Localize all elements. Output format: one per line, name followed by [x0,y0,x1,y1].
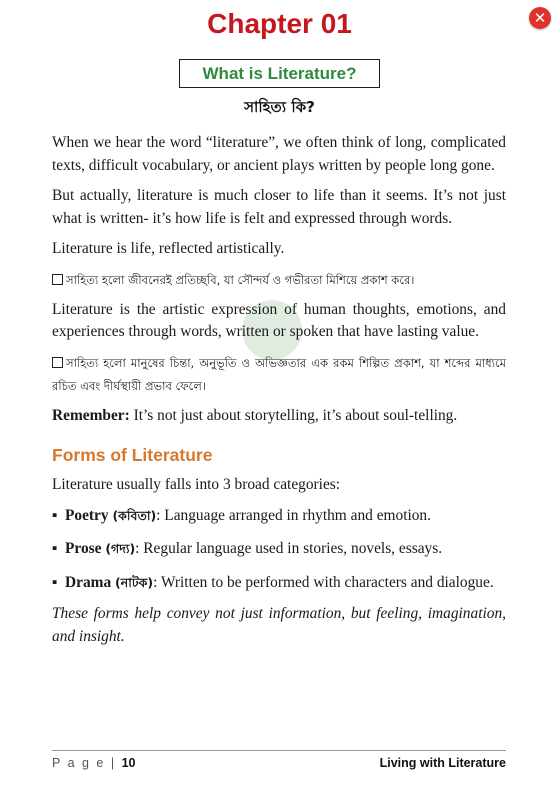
paragraph-definition: Literature is the artistic expression of human thoughts, emotions, and experiences through words, written or spoken that have lasting value. [52,300,506,340]
bengali-translation-2: সাহিত্য হলো মানুষের চিন্তা, অনুভূতি ও অভিজ্ঞতার এক রকম শিল্পিত প্রকাশ, যা শব্দের মাধ্যমে রচিত এবং দীর্ঘস্থায়ী প্রভাব ফেলে। [52,355,506,393]
list-item-drama: ▪ Drama (নাটক): Written to be performed with characters and dialogue. [52,572,506,595]
list-item-poetry: ▪ Poetry (কবিতা): Language arranged in rhythm and emotion. [52,505,506,528]
section-subtitle: What is Literature? [179,59,380,88]
page-number: P a g e | 10 [52,756,136,770]
bullet-icon: ▪ [52,540,58,557]
close-button[interactable]: ✕ [529,7,551,29]
footer-divider [52,750,506,751]
remember-text: It’s not just about storytelling, it’s about soul-telling. [129,406,458,424]
checkbox-square-icon [52,274,63,285]
main-content [52,132,506,663]
forms-list [52,505,506,595]
bullet-icon: ▪ [52,506,58,524]
checkbox-square-icon [52,357,63,368]
paragraph-closer-to-life: But actually, literature is much closer to life than it seems. It’s not just what is written- it’s how life is felt and expressed through words. [52,187,506,227]
remember-label: Remember: [52,406,130,424]
chapter-title: Chapter 01 [207,8,352,39]
book-title: Living with Literature [379,756,506,770]
forms-heading: Forms of Literature [52,445,213,465]
bullet-icon: ▪ [52,573,58,591]
bengali-title: সাহিত্য কি? [244,98,315,116]
paragraph-intro: When we hear the word “literature”, we often think of long, complicated texts, difficult vocabulary, or ancient plays written by people long gone. [52,134,506,174]
remember-note [52,405,506,428]
bengali-translation-1: সাহিত্য হলো জীবনেরই প্রতিচ্ছবি, যা সৌন্দর্য ও গভীরতা মিশিয়ে প্রকাশ করে। [52,269,506,292]
paragraph-life-reflected: Literature is life, reflected artistically. [52,240,285,257]
forms-intro: Literature usually falls into 3 broad categories: [52,476,341,493]
list-item-prose: ▪ Prose (গদ্য): Regular language used in stories, novels, essays. [52,538,506,561]
closing-remark: These forms help convey not just information, but feeling, imagination, and insight. [52,605,506,645]
